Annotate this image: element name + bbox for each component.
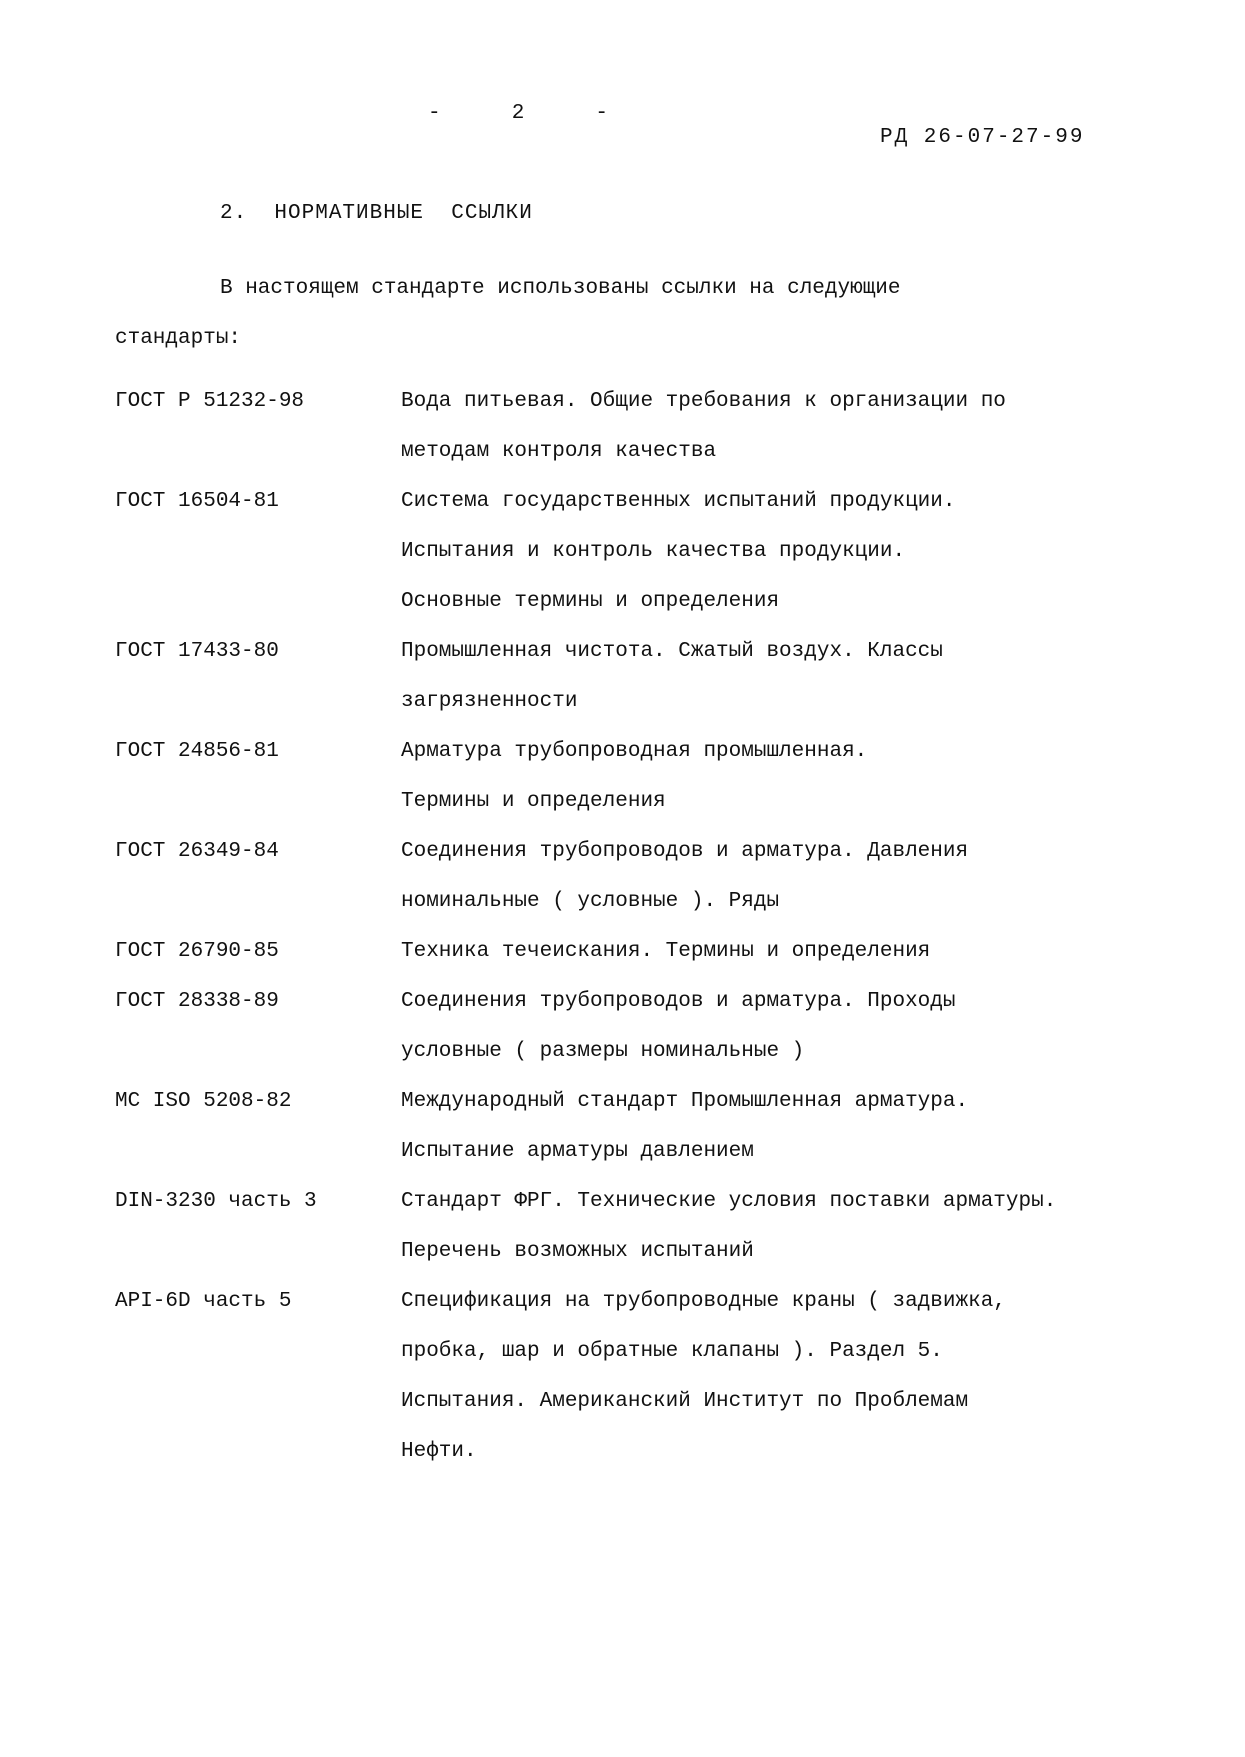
reference-code: ГОСТ Р 51232-98 bbox=[115, 390, 305, 413]
reference-title-line: Основные термины и определения bbox=[401, 590, 780, 613]
page-number: 2 bbox=[511, 102, 525, 125]
reference-title-line: Техника течеискания. Термины и определения bbox=[401, 940, 931, 963]
reference-title-line: Соединения трубопроводов и арматура. Давления bbox=[401, 840, 969, 863]
reference-entry bbox=[115, 927, 1225, 977]
reference-title-line: Нефти. bbox=[401, 1440, 477, 1463]
references-list bbox=[115, 377, 1225, 1477]
reference-title bbox=[401, 477, 1225, 627]
reference-title-line: Спецификация на трубопроводные краны ( задвижка, bbox=[401, 1290, 1006, 1313]
document-code: РД 26-07-27-99 bbox=[880, 126, 1085, 149]
reference-title-line: Система государственных испытаний продукции. bbox=[401, 490, 956, 513]
reference-title-line: Арматура трубопроводная промышленная. bbox=[401, 740, 868, 763]
reference-title bbox=[401, 727, 1225, 827]
page-dash-right: - bbox=[595, 102, 608, 125]
reference-entry bbox=[115, 377, 1225, 477]
reference-title-line: номинальные ( условные ). Ряды bbox=[401, 890, 780, 913]
intro-text-line-1: В настоящем стандарте использованы ссылки на следующие bbox=[220, 277, 901, 300]
reference-title bbox=[401, 627, 1225, 727]
reference-entry bbox=[115, 977, 1225, 1077]
reference-title bbox=[401, 927, 1225, 977]
reference-code: ГОСТ 24856-81 bbox=[115, 740, 279, 763]
reference-title-line: Международный стандарт Промышленная арматура. bbox=[401, 1090, 969, 1113]
section-heading: 2. НОРМАТИВНЫЕ ССЫЛКИ bbox=[220, 202, 533, 225]
reference-title-line: Испытание арматуры давлением bbox=[401, 1140, 754, 1163]
reference-entry bbox=[115, 1277, 1225, 1477]
reference-title-line: Соединения трубопроводов и арматура. Проходы bbox=[401, 990, 956, 1013]
reference-code: ГОСТ 16504-81 bbox=[115, 490, 279, 513]
reference-code: API-6D часть 5 bbox=[115, 1290, 292, 1313]
reference-title-line: загрязненности bbox=[401, 690, 578, 713]
reference-title-line: Перечень возможных испытаний bbox=[401, 1240, 754, 1263]
reference-title-line: Вода питьевая. Общие требования к организации по bbox=[401, 390, 1006, 413]
reference-code: ГОСТ 17433-80 bbox=[115, 640, 279, 663]
reference-title bbox=[401, 1277, 1225, 1477]
reference-entry bbox=[115, 1177, 1225, 1277]
reference-title-line: Промышленная чистота. Сжатый воздух. Классы bbox=[401, 640, 943, 663]
reference-title bbox=[401, 377, 1225, 477]
reference-entry bbox=[115, 627, 1225, 727]
page-number-header bbox=[428, 102, 608, 125]
reference-entry bbox=[115, 827, 1225, 927]
reference-title bbox=[401, 1177, 1225, 1277]
reference-code: ГОСТ 26790-85 bbox=[115, 940, 279, 963]
reference-title-line: Испытания. Американский Институт по Проблемам bbox=[401, 1390, 969, 1413]
reference-code: DIN-3230 часть 3 bbox=[115, 1190, 317, 1213]
reference-entry bbox=[115, 477, 1225, 627]
reference-title-line: Испытания и контроль качества продукции. bbox=[401, 540, 906, 563]
reference-entry bbox=[115, 727, 1225, 827]
reference-entry bbox=[115, 1077, 1225, 1177]
reference-title-line: Стандарт ФРГ. Технические условия поставки арматуры. bbox=[401, 1190, 1057, 1213]
reference-title bbox=[401, 977, 1225, 1077]
reference-title-line: условные ( размеры номинальные ) bbox=[401, 1040, 805, 1063]
page-dash-left: - bbox=[428, 102, 441, 125]
intro-text-line-2: стандарты: bbox=[115, 327, 242, 350]
reference-title bbox=[401, 827, 1225, 927]
reference-title-line: Термины и определения bbox=[401, 790, 666, 813]
reference-title-line: методам контроля качества bbox=[401, 440, 717, 463]
reference-code: ГОСТ 26349-84 bbox=[115, 840, 279, 863]
reference-code: ГОСТ 28338-89 bbox=[115, 990, 279, 1013]
reference-title bbox=[401, 1077, 1225, 1177]
reference-title-line: пробка, шар и обратные клапаны ). Раздел 5. bbox=[401, 1340, 943, 1363]
reference-code: МС ISO 5208-82 bbox=[115, 1090, 292, 1113]
